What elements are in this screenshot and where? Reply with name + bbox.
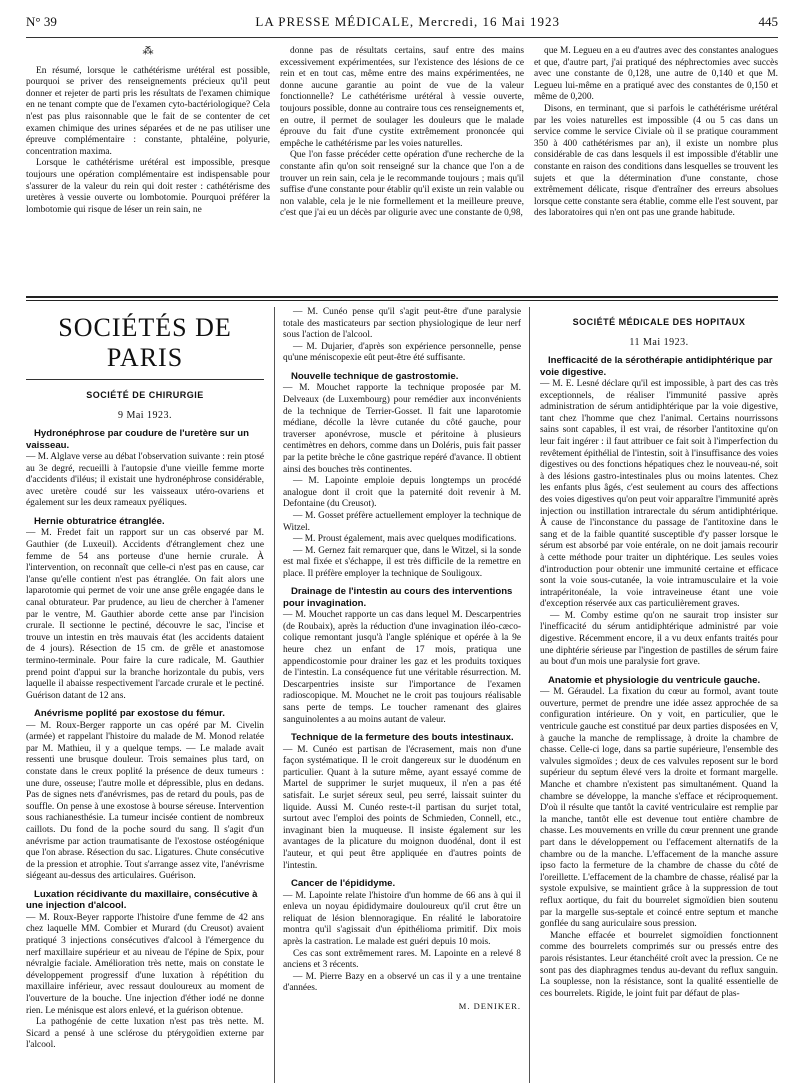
- page-number: 445: [758, 14, 778, 29]
- society-name: SOCIÉTÉ DE CHIRURGIE: [86, 390, 204, 400]
- entry-heading: Anatomie et physiologie du ventricule gauche.: [548, 674, 761, 686]
- entry-heading: Technique de la fermeture des bouts intestinaux.: [291, 732, 514, 744]
- session-date: 11 Mai 1923.: [629, 336, 689, 348]
- entry-text: — M. Géraudel. La fixation du cœur au formol, avant toute ouverture, permet de prendre une idée assez approchée de sa configuration intérieure. On y voit, en particulier, que le ventricule gauche est constitué par deux parties disposées en V, à gauche la manche de remplissage, à droite la chambre de chasse. Celle-ci loge, dans sa partie supérieure, l'ensemble des valvules sigmoïdes ; deux de ces valvules reposent sur le bord supérieur du septum élevé vers la droite et formant margelle. Manche et chambre n'existent pas simultanément. Quand la chambre se développe, la manche s'efface et réciproquement. D'où il résulte que tantôt la cavité ventriculaire est remplie par la manche, tantôt elle est devenue tout entière chambre de chasse. Les mouvements en vrille du cœur prennent une grande part dans le développement ou l'effacement alternatifs de la chambre ou de la manche. L'effacement de la manche assure ipso facto la fermeture de la chambre de chasse du côté de l'oreillette. L'effacement de la chambre de chasse, réalisé par la systole expulsive, se maintient grâce à la suppression de tout reflux aortique, du fait du bourrelet sigmoïdien bien soutenu par la margelle sus-septale et coincé entre septum et manche gonflée du sang auriculaire sous pression.: [540, 687, 778, 930]
- article-continuation: [26, 46, 778, 286]
- entry-text: — M. Fredet fait un rapport sur un cas observé par M. Gauthier (de Luxeuil). Accidents d'étranglement chez une femme de 54 ans porteuse d'une hernie crurale. À l'intervention, on reconnaît que celle-ci n'est pas en cause, car l'anse qu'elle contient n'est pas étranglée. On fait alors une laparotomie qui permet de voir une anse grêle engagée dans le canal obturateur. Par prudence, au lieu de chercher à l'amener par le ventre, M. Gauthier aborde cette anse par l'incision crurale. Il sectionne le pectiné, découvre le sac, l'incise et trouve un intestin en très mauvais état (les accidents dataient de 4 jours). Résection de 15 cm. de grêle et anastomose termino-terminale. Pour faire la cure radicale, M. Gauthier prend point d'appui sur la branche horizontale du pubis, vers laquelle il abaisse respectivement l'arcade crurale et le pectiné. Guérison datant de 12 ans.: [26, 528, 264, 701]
- bottom-column-3: [540, 307, 778, 1083]
- entry-heading: Nouvelle technique de gastrostomie.: [291, 370, 459, 382]
- paragraphs: [534, 46, 778, 220]
- paragraphs: [280, 46, 524, 220]
- author-signature: M. DENIKER.: [458, 1000, 521, 1011]
- entry-text: — M. Gosset préfère actuellement employer la technique de Witzel.: [283, 510, 521, 533]
- paragraph: Que l'on fasse précéder cette opération d'une recherche de la constante afin qu'on soit renseigné sur la chance que l'on a de trouver un rein sain, cela je le recommande toujours ; mais qu'il suffise d'une constante pour établir qu'il existe un rein valable ou non valable, cela je le nie formellement et la meilleure preuve, c'est que j'ai eu un décès par oligurie avec une constante de 0,98,: [280, 150, 524, 219]
- entry-text: — M. Lapointe relate l'histoire d'un homme de 66 ans à qui il enleva un noyau épididymaire douloureux qu'il crut être un reliquat de lésion blennoragique. En réalité le laboratoire montra qu'il s'agissait d'un épithélioma primitif. Dix mois après la castration. Le malade est guéri depuis 10 mois.: [283, 890, 521, 947]
- entry-text: La pathogénie de cette luxation n'est pas très nette. M. Sicard a pensé à une sclérose du ptérygoïdien externe par l'alcool.: [26, 1017, 264, 1051]
- entry-text: — M. Mouchet rapporte la technique proposée par M. Delveaux (de Luxembourg) pour remédier aux inconvénients de la technique de Terrier-Gosset. Il fait une laparotomie médiane, décolle la lèvre cutanée du côté gauche, pour traverser aponévrose, muscle et péritoine à plusieurs centimètres en dehors, comme dans un Doléris, puis fait passer par la petite brèche le cône gastrique repéré d'avance. Il obtient ainsi des bouches très continentes.: [283, 383, 521, 475]
- entry-heading: Anévrisme poplité par exostose du fémur.: [34, 708, 225, 720]
- entry-heading: Hernie obturatrice étranglée.: [34, 515, 165, 527]
- entry-text: — M. Roux-Beyer rapporte l'histoire d'une femme de 42 ans chez laquelle MM. Combier et Murard (du Creusot) avaient pratiqué 3 injections consécutives d'alcool à l'émergence du nerf maxillaire supérieur et au niveau de l'épine de Spix, pour névralgie faciale. Amélioration très nette, mais on constate le développement progressif d'une luxation à répétition du maxillaire inférieur, avec ressaut douloureux au moment de l'ouverture de la bouche. Une injection d'éther iodé ne donne rien. Le ménisque est alors enlevé, et la guérison obtenue.: [26, 912, 264, 1016]
- entry-heading: Inefficacité de la sérothérapie antidiphtérique par voie digestive.: [540, 355, 773, 378]
- entry-text: — M. Dujarier, d'après son expérience personnelle, pense qu'une méniscopexie eût peut-être été suffisante.: [283, 341, 521, 364]
- entry-text: — M. Proust également, mais avec quelques modifications.: [293, 534, 517, 545]
- entry-text: — M. Cunéo pense qu'il s'agit peut-être d'une paralysie totale des masticateurs par section physiologique de leur nerf sous l'action de l'alcool.: [283, 307, 521, 341]
- newspaper-page: [26, 14, 778, 1083]
- paragraph: En résumé, lorsque le cathétérisme urétéral est possible, pourquoi se priver des renseignements précieux qu'il peut donner et rejeter de parti pris les résultats de l'examen chimique en ne tenant compte que de l'examen cyto-bactériologique? Cela n'est pas plus raisonnable que le fait de se contenter de cet examen chimique des urines séparées et de ne pas utiliser une épreuve complémentaire : constante, phtaléine, polyurie, concentration maxima.: [26, 65, 270, 157]
- entry-text: — M. E. Lesné déclare qu'il est impossible, à part des cas très exceptionnels, de réaliser l'immunité passive après administration de sérum antidiphtérique par la voie digestive, tant chez l'homme que chez l'animal. Certains nourrissons sains sont capables, il est vrai, de résorber l'antitoxine qu'on leur fait ingérer : il faut attribuer ce fait soit à l'imperfection du revêtement épithélial de l'intestin, soit à l'insuffisance des voies digestives ou des fonctions hépatiques chez le nouveau-né, soit à des lésions gastro-intestinales plus ou moins latentes. Chez les enfants plus âgés, c'est seulement au cours des affections des voies digestives qu'on peut voir apparaître l'immunité après injection ou instillation intrarectale du sérum antidiphtérique. À cause de l'inconstance du passage de l'antitoxine dans le sang et de la faible quantité susceptible d'y passer lorsque le sérum est absorbé par voie entérale, on ne doit jamais recourir à cette méthode pour traiter un diphtérique. Les seules voies d'introduction pour obtenir une immunité certaine et efficace sont la voie sous-cutanée, la voie intramusculaire et la voie intrapéritonéale, la voie intraveineuse étant une voie d'exception réservée aux cas particulièrement graves.: [540, 379, 778, 610]
- journal-title: LA PRESSE MÉDICALE, Mercredi, 16 Mai 1923: [255, 14, 560, 29]
- bottom-column-2: [274, 307, 530, 1083]
- running-header: [26, 14, 778, 38]
- entry-text: — M. Lapointe emploie depuis longtemps un procédé analogue dont il croit que la paternité doit revenir à M. Defontaine (du Creusot).: [283, 476, 521, 510]
- paragraph: Disons, en terminant, que si parfois le cathétérisme urétéral par les voies naturelles est impossible (4 ou 5 cas dans un service comme le service Civiale où il se pratique couramment 350 à 400 cathétérismes par an), il existe un nombre plus considérable de cas dans lesquels il est impossible d'établir une constante en raison des conditions dans lesquelles se trouvent les sujets et que la détermination d'une constante, chose extrêmement délicate, risque d'entraîner des erreurs absolues lorsque cette constante sera établie, comme elle l'est souvent, par des laboratoires qui n'en ont pas une grande habitude.: [534, 103, 778, 219]
- entry-text: Ces cas sont extrêmement rares. M. Lapointe en a relevé 8 anciens et 3 récents.: [283, 948, 521, 971]
- top-column-2: [280, 46, 524, 286]
- bottom-column-1: [26, 307, 264, 1083]
- entry-text: — M. Comby estime qu'on ne saurait trop insister sur l'inefficacité du sérum antidiphtérique administré par voie digestive. Récemment encore, il a vu deux enfants traités pour une diphtérie sérieuse par l'ingestion de pastilles de sérum faire au bout d'un mois une paralysie fort grave.: [540, 610, 778, 668]
- asterism: ⁂: [142, 46, 154, 57]
- paragraph: Lorsque le cathétérisme urétéral est impossible, presque toujours une opération complémentaire est indispensable pour s'assurer de la valeur du rein qui doit rester : cathétérisme des uretères à vessie ouverte ou lombotomie. Pourquoi préférer la lombotomie qui risque de léser un rein sain, ne: [26, 158, 270, 215]
- entries: [540, 355, 778, 1000]
- session-date: 9 Mai 1923.: [117, 409, 173, 421]
- entry-text: — M. Cunéo est partisan de l'écrasement, mais non d'une façon systématique. Il le croit dangereux sur le duodénum en particulier. Quant à la suture même, ayant essayé comme de Martel de supprimer le surjet muqueux, il n'en a pas été satisfait. Le surjet séreux seul, peu serré, laissait suinter du liquide. Aussi M. Cunéo reste-t-il partisan du surjet total, surtout avec l'emploi des points de Schmieden, Connell, etc., invaginant bien la muqueuse. Il insiste également sur les avantages de la plicature du moignon duodénal, dont il est l'auteur, et qui peut être appliquée en d'autres points de l'intestin.: [283, 744, 521, 871]
- paragraph: que M. Legueu en a eu d'autres avec des constantes analogues et que, d'autre part, j'ai pratiqué des néphrectomies avec succès avec une constante de 0,128, une autre de 0,140 et que M. Legueu lui-même en a pratiqué avec des constantes de 0,150 et même de 0,200.: [534, 46, 778, 103]
- paragraphs: [26, 66, 270, 217]
- society-name: SOCIÉTÉ MÉDICALE DES HOPITAUX: [572, 317, 746, 327]
- entry-heading: Hydronéphrose par coudure de l'uretère sur un vaisseau.: [26, 428, 249, 451]
- entry-text: — M. Pierre Bazy en a observé un cas il y a une trentaine d'années.: [283, 971, 521, 994]
- entry-text: — M. Gernez fait remarquer que, dans le Witzel, si la sonde est mal fixée et s'échappe, il est très difficile de la remettre en place. Il préfère employer la technique de Souligoux.: [283, 545, 521, 579]
- entry-text: Manche effacée et bourrelet sigmoïdien fonctionnent comme des bourrelets comprimés sur ou pressés entre des parois résistantes. Leur étanchéité croît avec la pression. Ce ne sont pas des diaphragmes tendus au-devant du reflux sanguin. La souplesse, non la résistance, sont la qualité essentielle de ces bourrelets. Rigide, le joint fuit par défaut de plas-: [540, 930, 778, 999]
- top-column-1: [26, 46, 270, 286]
- section-divider-thin: [26, 300, 778, 301]
- entry-text: — M. Roux-Berger rapporte un cas opéré par M. Civelin (armée) et rappelant l'histoire du malade de M. Monod relatée par M. Mathieu, il y a quelque temps. — Le malade avait ressenti une brusque douleur. Trois semaines plus tard, on constate dans le creux poplité la présence de deux tumeurs : une dure, osseuse; l'autre molle et dépressible, plus en dedans. Pas de signes nets d'anévrismes, pas de retard du pouls, pas de souffle. On pense à une exostose à bourse séreuse. Intervention sous rachianesthésie. La tumeur incisée contient de nombreux caillots. Du fond de la poche sourd du sang. Il s'agit d'un anévrisme par action traumatisante de l'exostose ostéogénique que l'on abrase. Résection du sac. Ligatures. Chute consécutive de la pression et atrophie. Tout s'arrange assez vite, l'anévrisme siégeant au-dessus des articulaires. Guérison.: [26, 720, 264, 882]
- section-divider: [26, 296, 778, 298]
- entry-text: — M. Mouchet rapporte un cas dans lequel M. Descarpentries (de Roubaix), après la réduction d'une invagination iléo-cæco-colique remontant jusqu'à l'angle splénique et opérée à la 9e heure chez un enfant de 17 mois, pratiqua une appendicostomie pour drainer les gaz et les produits toxiques de l'intestin. La conséquence fut une véritable résurrection. M. Descarpentries insiste sur l'importance de l'examen radioscopique. M. Mouchet ne le croit pas toujours réalisable sans perte de temps. Le toucher ramenant des glaires sanguinolentes a au moins autant de valeur.: [283, 610, 521, 725]
- section-title: SOCIÉTÉS DE PARIS: [26, 313, 264, 380]
- entry-text: — M. Alglave verse au débat l'observation suivante : rein ptosé au 3e degré, recueilli à l'autopsie d'une vieille femme morte d'accidents d'iléus; il existait une hydronéphrose considérable, avec uretère coudé sur les vaisseaux utéro-ovariens et également sur les deux rameaux pyéliques.: [26, 452, 264, 509]
- societes-section: [26, 307, 778, 1083]
- paragraph: donne pas de résultats certains, sauf entre des mains excessivement expérimentées, sur l'existence des lésions de ce rein et en tout cas, même entre des mains expérimentées, ne donne aucune garantie au point de vue de la valeur fonctionnelle? Le cathétérisme urétéral à vessie ouverte, toujours possible, donne au contraire tous ces renseignements et, en outre, il permet de soulager les douleurs que le malade éprouve du fait d'une cystite extrêmement prononcée qui empêche le cathétérisme par les voies naturelles.: [280, 46, 524, 149]
- top-column-3: [534, 46, 778, 286]
- entry-heading: Drainage de l'intestin au cours des interventions pour invagination.: [283, 586, 513, 609]
- entries: [283, 307, 521, 995]
- entries: [26, 428, 264, 1052]
- entry-heading: Luxation récidivante du maxillaire, consécutive à une injection d'alcool.: [26, 889, 258, 912]
- entry-heading: Cancer de l'épididyme.: [291, 878, 396, 890]
- issue-number: N° 39: [26, 14, 57, 29]
